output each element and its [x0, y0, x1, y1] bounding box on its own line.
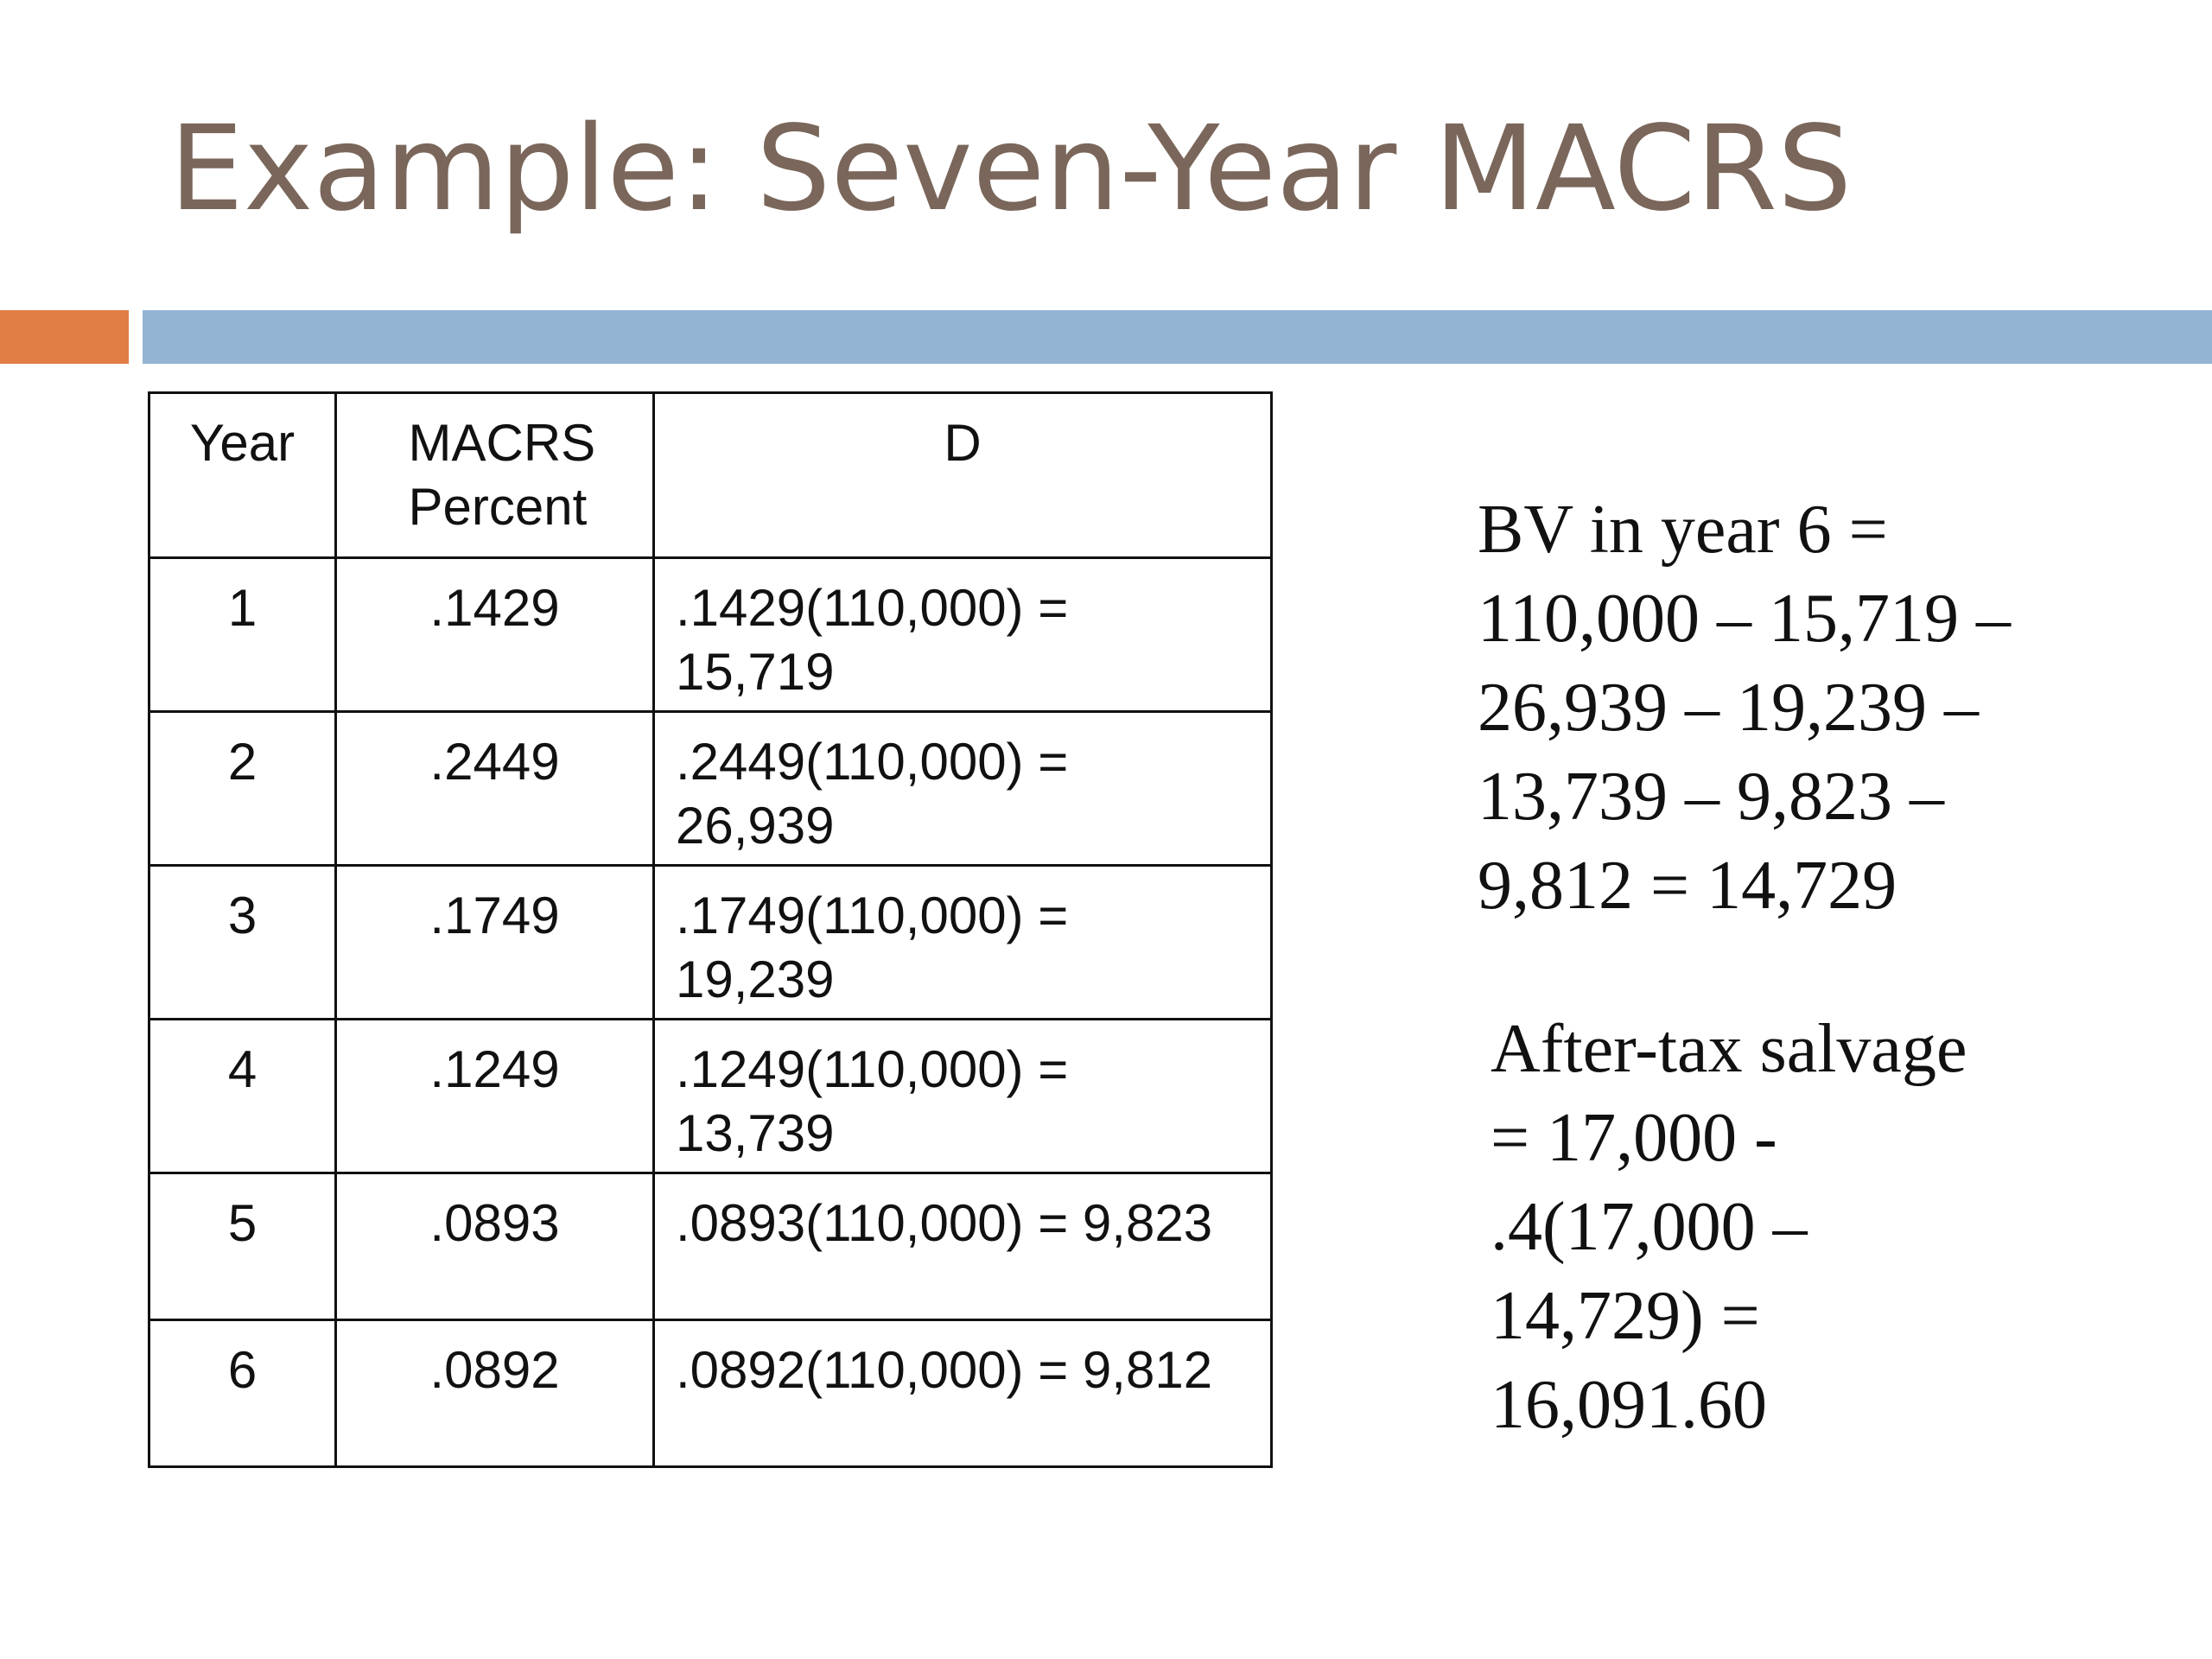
after-tax-salvage-line: 16,091.60 [1491, 1367, 1767, 1443]
after-tax-salvage-line: = 17,000 - [1491, 1100, 1777, 1176]
table-row [149, 866, 1272, 1020]
cell-percent: .0893 [336, 1173, 654, 1320]
table-row [149, 1020, 1272, 1173]
cell-depreciation: .0893(110,000) = 9,823 [654, 1173, 1272, 1320]
cell-year: 5 [149, 1173, 336, 1320]
cell-year: 4 [149, 1020, 336, 1173]
book-value-line: BV in year 6 = [1478, 492, 1888, 568]
cell-percent: .0892 [336, 1320, 654, 1467]
cell-depreciation [654, 558, 1272, 712]
after-tax-salvage-line: After-tax salvage [1491, 1011, 1967, 1087]
cell-depreciation-text: .1249(110,000) = 13,739 [676, 1040, 1069, 1162]
cell-percent: .1749 [336, 866, 654, 1020]
table-row [149, 712, 1272, 866]
table-row [149, 558, 1272, 712]
after-tax-salvage-calculation [1491, 1005, 1967, 1450]
cell-percent: .2449 [336, 712, 654, 866]
cell-depreciation-text: .2449(110,000) = 26,939 [676, 733, 1069, 855]
header-macrs-percent-text: MACRS Percent [408, 414, 596, 536]
slide-title: Example: Seven-Year MACRS [169, 101, 1853, 238]
cell-year: 6 [149, 1320, 336, 1467]
cell-depreciation [654, 1020, 1272, 1173]
table-row [149, 1320, 1272, 1467]
book-value-line: 26,939 – 19,239 – [1478, 670, 1979, 746]
cell-year: 1 [149, 558, 336, 712]
table-header-row [149, 393, 1272, 558]
book-value-line: 13,739 – 9,823 – [1478, 759, 1944, 835]
table-row [149, 1173, 1272, 1320]
cell-depreciation-text: .1429(110,000) = 15,719 [676, 579, 1069, 701]
cell-depreciation [654, 866, 1272, 1020]
book-value-line: 9,812 = 14,729 [1478, 848, 1897, 924]
macrs-table [148, 391, 1273, 1468]
cell-percent: .1429 [336, 558, 654, 712]
cell-year: 2 [149, 712, 336, 866]
header-macrs-percent [336, 393, 654, 558]
after-tax-salvage-line: .4(17,000 – [1491, 1189, 1808, 1265]
cell-depreciation: .0892(110,000) = 9,812 [654, 1320, 1272, 1467]
cell-percent: .1249 [336, 1020, 654, 1173]
cell-year: 3 [149, 866, 336, 1020]
after-tax-salvage-line: 14,729) = [1491, 1278, 1760, 1354]
accent-bar-blue [143, 310, 2212, 364]
header-year: Year [149, 393, 336, 558]
book-value-line: 110,000 – 15,719 – [1478, 581, 2012, 657]
accent-bar-orange [0, 310, 129, 364]
book-value-calculation [1478, 486, 2011, 931]
cell-depreciation-text: .1749(110,000) = 19,239 [676, 887, 1069, 1008]
header-depreciation: D [654, 393, 1272, 558]
cell-depreciation [654, 712, 1272, 866]
